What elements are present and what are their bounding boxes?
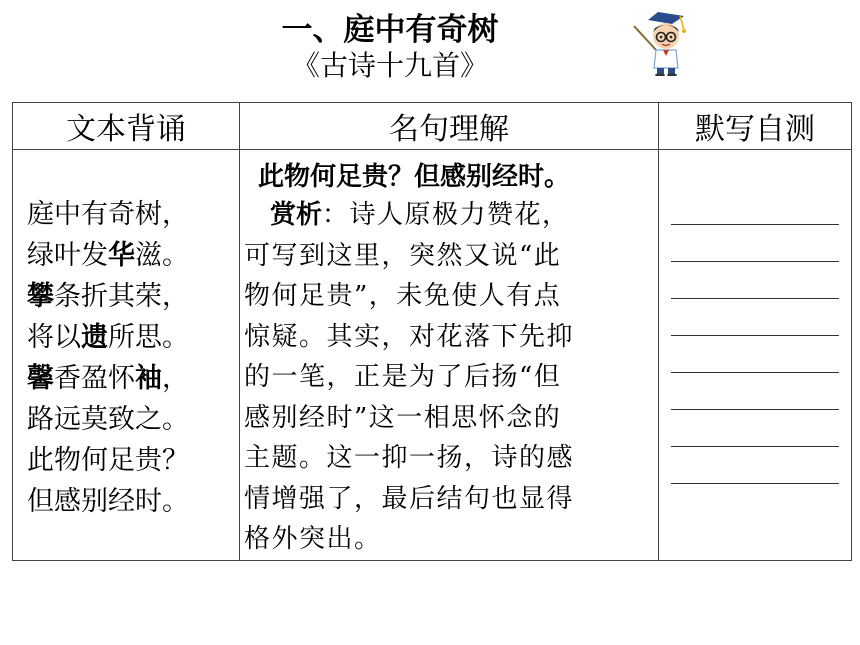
poem-key-char: 馨: [27, 363, 54, 394]
poem-line: [27, 317, 239, 358]
analysis-text-segment: 惊疑。其实，对花落下先抑: [244, 321, 575, 352]
blank-writing-line[interactable]: [671, 188, 839, 225]
analysis-text-segment: 可写到这里，突然又说“此: [244, 240, 562, 271]
analysis-text: [240, 193, 658, 560]
poem-line: [27, 194, 239, 235]
blank-writing-line[interactable]: [671, 447, 839, 484]
analysis-line: [244, 276, 648, 317]
analysis-line: [244, 195, 648, 236]
poem-cell: [13, 150, 240, 561]
analysis-text-segment: 的一笔，正是为了后扬“但: [244, 362, 562, 392]
poem-segment: 此物何足贵？: [27, 445, 189, 476]
analysis-line: [244, 519, 648, 560]
header-self-test: 默写自测: [659, 103, 852, 150]
understanding-cell: [240, 150, 659, 561]
analysis-text-segment: 物何足贵”，未免使人有点: [244, 281, 562, 311]
poem-segment: 将以: [27, 322, 81, 353]
poem-table: [12, 102, 852, 561]
self-test-cell: [659, 150, 852, 561]
poem-key-char: 袖: [135, 363, 162, 394]
self-test-blanks: [659, 150, 851, 484]
poem-line: [27, 399, 239, 440]
table-body-row: [13, 150, 852, 561]
analysis-line: [244, 317, 648, 358]
poem-segment: ，: [162, 363, 189, 394]
blank-writing-line[interactable]: [671, 262, 839, 299]
poem-text: [13, 150, 239, 522]
analysis-text-segment: ：诗人原极力赞花，: [322, 200, 570, 230]
blank-writing-line[interactable]: [671, 299, 839, 336]
analysis-line: [244, 398, 648, 439]
poem-line: [27, 440, 239, 481]
blank-writing-line[interactable]: [671, 373, 839, 410]
teacher-cartoon-icon: [630, 6, 690, 76]
poem-segment: 路远莫致之。: [27, 404, 189, 435]
poem-segment: 绿叶发: [27, 240, 108, 271]
poem-segment: 但感别经时。: [27, 486, 189, 517]
poem-segment: 庭中有奇树，: [27, 199, 189, 230]
poem-line: [27, 481, 239, 522]
poem-segment: 条折其荣，: [54, 281, 189, 312]
page-subtitle: 《古诗十九首》: [291, 49, 488, 82]
poem-segment: 滋。: [135, 240, 189, 271]
poem-segment: 香盈怀: [54, 363, 135, 394]
poem-line: [27, 358, 239, 399]
analysis-line: [244, 357, 648, 398]
analysis-line: [244, 236, 648, 277]
analysis-text-segment: 情增强了，最后结句也显得: [244, 483, 575, 514]
poem-key-char: 华: [108, 240, 135, 271]
analysis-text-segment: 感别经时”这一相思怀念的: [244, 402, 562, 433]
header-text-recitation: 文本背诵: [13, 103, 240, 150]
analysis-line: [244, 479, 648, 520]
analysis-text-segment: 主题。这一抑一扬，诗的感: [244, 443, 575, 473]
blank-writing-line[interactable]: [671, 225, 839, 262]
poem-line: [27, 276, 239, 317]
poem-segment: 所思。: [108, 322, 189, 353]
blank-writing-line[interactable]: [671, 410, 839, 447]
poem-key-char: 攀: [27, 281, 54, 312]
blank-writing-line[interactable]: [671, 336, 839, 373]
table-header-row: [13, 103, 852, 150]
analysis-label: 赏析: [270, 200, 323, 230]
analysis-text-segment: 格外突出。: [244, 524, 382, 554]
analysis-line: [244, 438, 648, 479]
page-title: 一、庭中有奇树: [281, 12, 499, 48]
famous-line: 此物何足贵？但感别经时。: [258, 162, 571, 192]
poem-key-char: 遗: [81, 322, 108, 353]
header-famous-line: 名句理解: [240, 103, 659, 150]
poem-line: [27, 235, 239, 276]
